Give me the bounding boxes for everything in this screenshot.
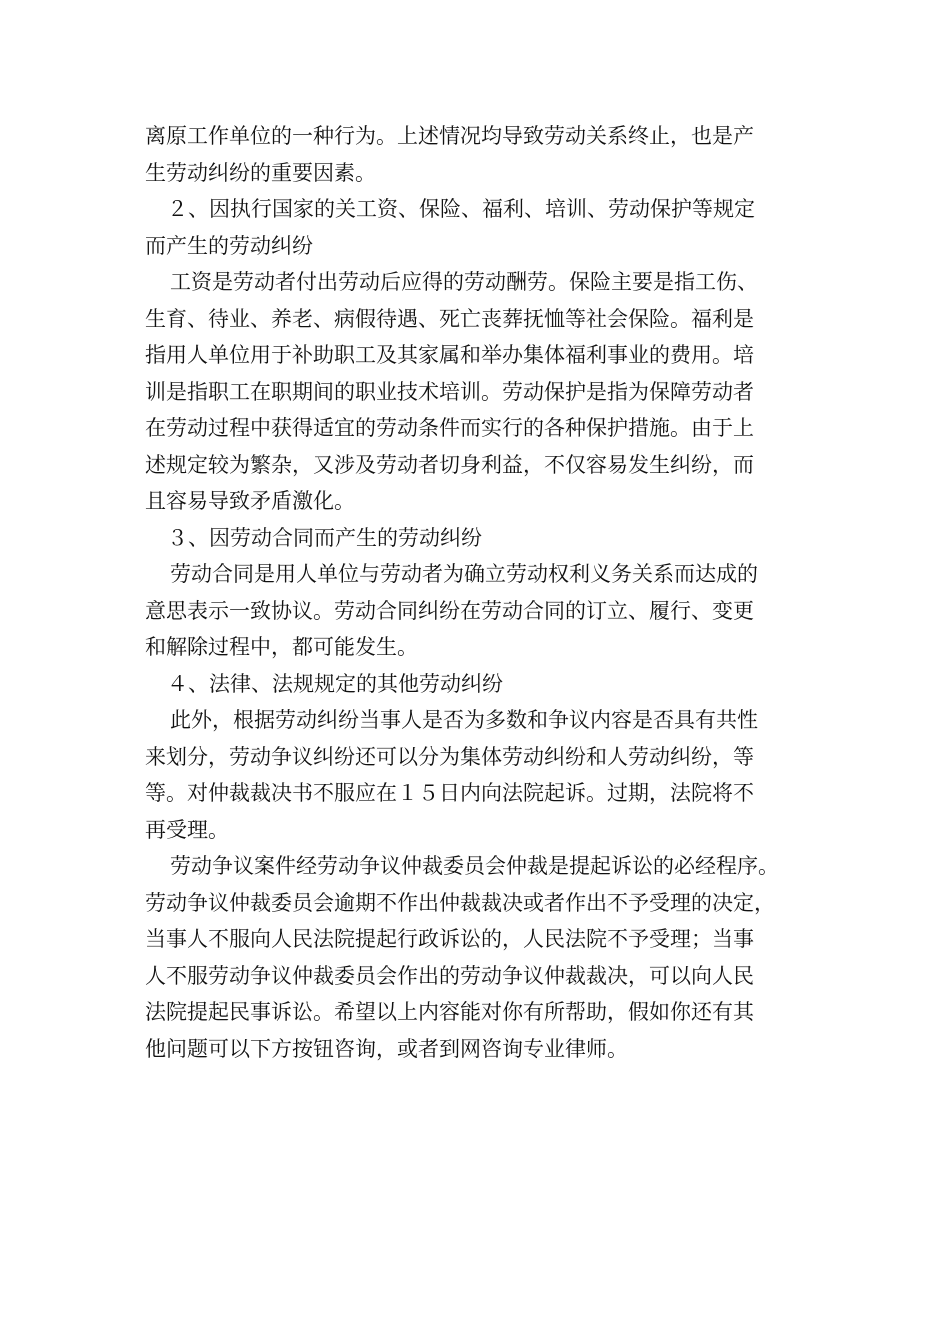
text-line: 而产生的劳动纠纷 — [145, 233, 313, 258]
text-line: 劳动合同是用人单位与劳动者为确立劳动权利义务关系而达成的 — [170, 562, 758, 586]
text-line: 且容易导致矛盾激化。 — [145, 489, 355, 513]
section-heading-2: ２、因执行国家的关工资、保险、福利、培训、劳动保护等规定 — [167, 197, 755, 221]
text-line: 他问题可以下方按钮咨询，或者到网咨询专业律师。 — [145, 1036, 628, 1061]
text-line: 工资是劳动者付出劳动后应得的劳动酬劳。保险主要是指工伤、 — [170, 270, 758, 294]
document-body — [145, 118, 835, 1067]
section-heading-3: ３、因劳动合同而产生的劳动纠纷 — [167, 525, 482, 550]
text-line: 此外，根据劳动纠纷当事人是否为多数和争议内容是否具有共性 — [170, 708, 758, 732]
text-line: 人不服劳动争议仲裁委员会作出的劳动争议仲裁裁决，可以向人民 — [145, 963, 754, 988]
text-line: 来划分，劳动争议纠纷还可以分为集体劳动纠纷和人劳动纠纷，等 — [145, 744, 754, 769]
text-line: 生育、待业、养老、病假待遇、死亡丧葬抚恤等社会保险。福利是 — [145, 306, 754, 331]
text-line: 和解除过程中，都可能发生。 — [145, 635, 418, 659]
text-line: 生劳动纠纷的重要因素。 — [145, 160, 376, 185]
text-line: 等。对仲裁裁决书不服应在１５日内向法院起诉。过期，法院将不 — [145, 781, 754, 805]
section-heading-4: ４、法律、法规规定的其他劳动纠纷 — [167, 671, 503, 696]
text-line: 当事人不服向人民法院提起行政诉讼的，人民法院不予受理；当事 — [145, 927, 754, 951]
text-line: 再受理。 — [145, 817, 229, 842]
text-line: 在劳动过程中获得适宜的劳动条件而实行的各种保护措施。由于上 — [145, 416, 754, 440]
text-line: 训是指职工在职期间的职业技术培训。劳动保护是指为保障劳动者 — [145, 379, 754, 404]
text-line: 劳动争议案件经劳动争议仲裁委员会仲裁是提起诉讼的必经程序。 — [170, 854, 779, 878]
text-line: 劳动争议仲裁委员会逾期不作出仲裁裁决或者作出不予受理的决定， — [145, 890, 775, 915]
text-line: 法院提起民事诉讼。希望以上内容能对你有所帮助，假如你还有其 — [145, 1000, 754, 1024]
text-line: 指用人单位用于补助职工及其家属和举办集体福利事业的费用。培 — [145, 343, 754, 367]
text-line: 述规定较为繁杂，又涉及劳动者切身利益，不仅容易发生纠纷，而 — [145, 452, 754, 477]
text-line: 意思表示一致协议。劳动合同纠纷在劳动合同的订立、履行、变更 — [145, 598, 754, 623]
text-line: 离原工作单位的一种行为。上述情况均导致劳动关系终止，也是产 — [145, 124, 754, 148]
